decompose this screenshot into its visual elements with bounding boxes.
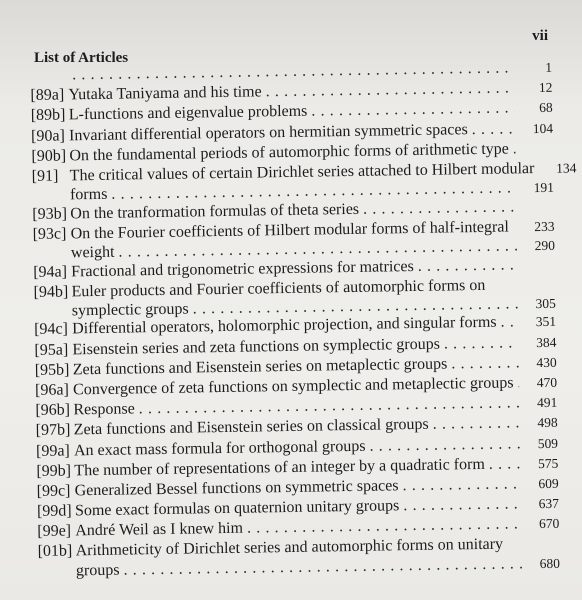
- entry-page: [526, 548, 560, 549]
- entry-title: The number of representations of an integer by a quadratic form: [74, 455, 485, 480]
- entry-title: Euler products and Fourier coefficients of automorphic forms on: [71, 276, 486, 301]
- entry-tag: [32, 200, 70, 201]
- entry-tag: [93c]: [32, 225, 67, 243]
- entry-page: 680: [539, 555, 560, 571]
- entry-tag: [94c]: [34, 320, 69, 339]
- dot-leader: [418, 255, 518, 277]
- entry-page: 12: [538, 79, 553, 96]
- dot-leader: [513, 139, 516, 159]
- entry-page: 233: [534, 218, 555, 234]
- dot-leader: [517, 373, 519, 393]
- entry-page: 609: [538, 475, 559, 491]
- dot-leader: [472, 119, 516, 140]
- entry-tag: [99d]: [36, 502, 72, 521]
- entry-tag: [90b]: [31, 147, 67, 165]
- entry-title: groups: [75, 561, 120, 579]
- entry-title: Yutaka Taniyama and his time: [68, 83, 262, 104]
- dot-leader: [369, 434, 520, 457]
- entry-title: symplectic groups: [71, 300, 189, 320]
- entry-page: 430: [536, 354, 557, 370]
- entry-page: [520, 210, 554, 211]
- entry-page: 290: [534, 237, 555, 254]
- entry-tag: [99b]: [36, 462, 72, 480]
- entry-title: weight: [70, 243, 115, 262]
- entry-tag: [90a]: [30, 127, 65, 145]
- entry-title: Generalized Bessel functions on symmetric spaces: [74, 477, 399, 500]
- entry-tag: [93b]: [32, 205, 68, 223]
- entry-tag: [91]: [31, 167, 59, 185]
- entry-tag: [95a]: [34, 340, 69, 359]
- entry-title: Arithmeticity of Dirichlet series and automorphic forms on unitary: [75, 536, 504, 560]
- entry-title: André Weil as I knew him: [75, 519, 244, 540]
- entry-tag: [89a]: [30, 86, 65, 105]
- entry-tag: [01b]: [37, 542, 73, 561]
- entry-tag: [95b]: [34, 361, 70, 379]
- entry-tag: [33, 257, 71, 258]
- dot-leader: [500, 313, 518, 333]
- dot-leader: [403, 494, 521, 516]
- entry-page: 104: [532, 120, 554, 136]
- entry-page: 491: [536, 394, 558, 411]
- entry-page: 637: [538, 495, 560, 512]
- entry-title: The critical values of certain Dirichlet series attached to Hilbert modular: [69, 160, 535, 185]
- entry-page: 509: [537, 435, 559, 451]
- dot-leader: [444, 333, 519, 354]
- dot-leader: [451, 353, 519, 374]
- page-title: List of Articles: [34, 50, 129, 66]
- entry-title: On the Fourier coefficients of Hilbert modular forms of half-integral: [70, 218, 509, 243]
- entry-page: 134: [556, 160, 577, 176]
- entry-title: Convergence of zeta functions on symplectic and metaplectic groups: [72, 374, 514, 399]
- entry-page: [519, 153, 553, 154]
- entry-page: 470: [536, 374, 558, 391]
- entry-page: [521, 268, 555, 269]
- entry-tag: [94b]: [33, 283, 69, 301]
- entry-title: Differential operators, holomorphic projection, and singular forms: [72, 314, 497, 338]
- page-number: vii: [532, 28, 548, 44]
- entry-page: 670: [538, 515, 560, 532]
- entry-tag: [96a]: [34, 381, 69, 399]
- entry-title: Eisenstein series and zeta functions on symplectic groups: [72, 335, 441, 358]
- table-of-contents: [30, 58, 577, 580]
- entry-page: 1: [545, 59, 553, 75]
- entry-title: Zeta functions and Eisenstein series on metaplectic groups: [72, 355, 448, 379]
- entry-page: 191: [533, 179, 555, 196]
- entry-tag: [97b]: [35, 421, 71, 440]
- entry-title: An exact mass formula for orthogonal groups: [73, 437, 366, 459]
- entry-title: On the tranformation formulas of theta series: [70, 200, 360, 223]
- entry-tag: [89b]: [30, 106, 66, 125]
- entry-title: Zeta functions and Eisenstein series on classical groups: [73, 416, 429, 439]
- dot-leader: [489, 454, 521, 475]
- dot-leader: [433, 414, 520, 436]
- entry-title: forms: [69, 185, 108, 204]
- entry-page: 68: [539, 100, 553, 116]
- entry-title: Response: [73, 400, 135, 419]
- entry-title: On the fundamental periods of automorphic forms of arithmetic type: [69, 140, 509, 165]
- entry-tag: [99a]: [35, 441, 70, 460]
- entry-title: L-functions and eigenvalue problems: [68, 103, 308, 124]
- dot-leader: [402, 474, 520, 496]
- entry-page: 498: [537, 415, 558, 431]
- entry-tag: [96b]: [35, 401, 71, 420]
- entry-tag: [99c]: [36, 482, 71, 500]
- entry-title: Some exact formulas on quaternion unitary groups: [74, 497, 400, 520]
- entry-page: 575: [537, 455, 559, 471]
- entry-page: 351: [535, 314, 557, 330]
- entry-tag: [38, 575, 76, 576]
- dot-leader: [363, 197, 517, 220]
- entry-page: [522, 288, 556, 289]
- entry-page: 384: [536, 334, 557, 350]
- entry-tag: [30, 79, 68, 80]
- entry-title: Invariant differential operators on hermitian symmetric spaces: [68, 120, 468, 144]
- entry-tag: [34, 315, 72, 316]
- entry-title: Fractional and trigonometric expressions for matrices: [71, 257, 414, 280]
- entry-page: 305: [535, 295, 556, 311]
- entry-tag: [99e]: [37, 522, 72, 541]
- entry-tag: [94a]: [33, 262, 68, 281]
